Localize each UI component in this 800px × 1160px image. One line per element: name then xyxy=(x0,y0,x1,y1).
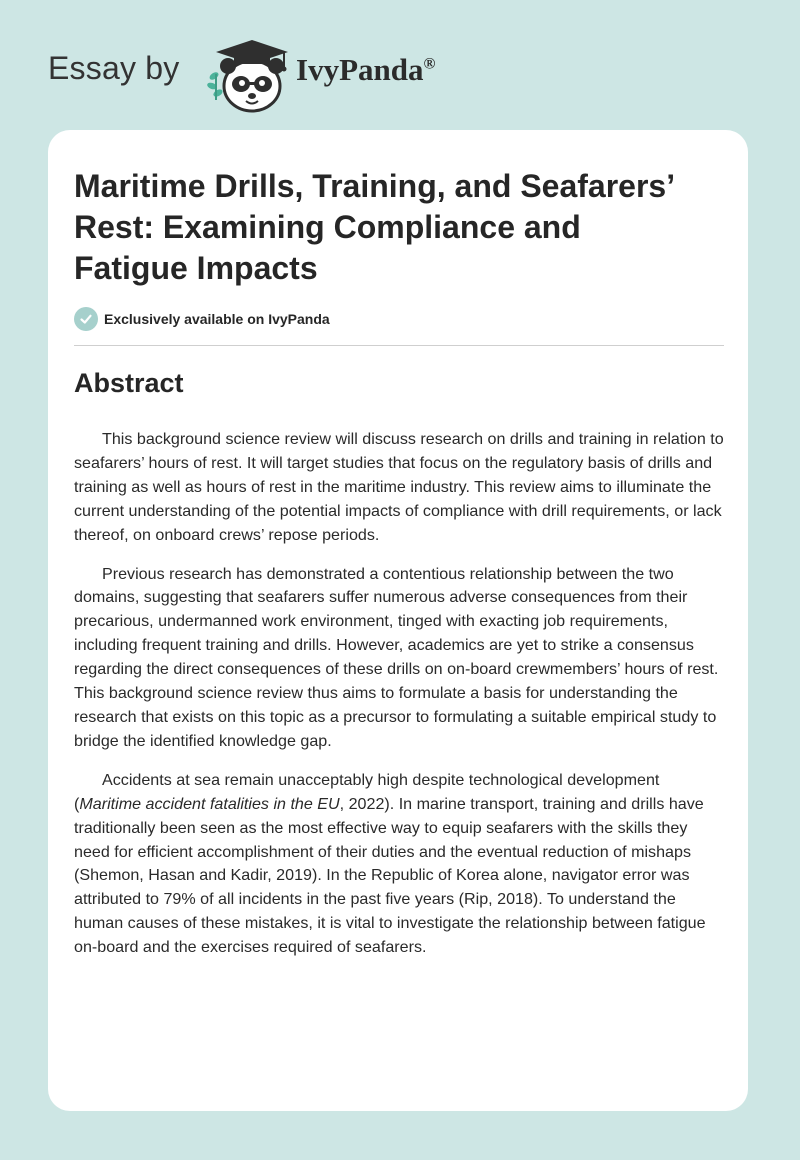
exclusive-badge xyxy=(74,306,330,332)
brand-name[interactable]: IvyPanda® xyxy=(296,52,436,87)
site-header xyxy=(48,36,748,116)
section-heading: Abstract xyxy=(74,368,184,398)
paragraph: This background science review will discuss research on drills and training in relation to seafarers’ hours of rest. It will target studies that focus on the regulatory basis of drills and training as well as hours of rest in the maritime industry. This review aims to illuminate the current understanding of the potential impacts of compliance with drill requirements, or lack thereof, on onboard crews’ repose periods. xyxy=(74,430,724,544)
essay-by-label: Essay by xyxy=(48,50,180,86)
panda-graduate-icon[interactable] xyxy=(204,36,294,116)
paragraph: Previous research has demonstrated a contentious relationship between the two domains, suggesting that seafarers suffer numerous adverse consequences from their precarious, undermanned work environment, tinged with exacting job requirements, including frequent training and drills. However, academics are yet to strike a consensus regarding the direct consequences of these drills on on-board crewmembers’ hours of rest. This background science review thus aims to formulate a basis for understanding the research that exists on this topic as a precursor to formulating a suitable empirical study to bridge the identified knowledge gap. xyxy=(74,564,719,750)
badge-text: Exclusively available on IvyPanda xyxy=(104,311,330,327)
divider xyxy=(74,345,724,346)
essay-body xyxy=(74,428,726,975)
citation-italic: Maritime accident fatalities in the EU xyxy=(79,794,340,813)
paragraph: Accidents at sea remain unacceptably high despite technological development (Maritime accident fatalities in the EU, 2022). In marine transport, training and drills have traditionally been seen as the most effective way to equip seafarers with the skills they need for efficient accomplishment of their duties and the eventual reduction of mishaps (Shemon, Hasan and Kadir, 2019). In the Republic of Korea alone, navigator error was attributed to 79% of all incidents in the past five years (Rip, 2018). To understand the human causes of these mistakes, it is vital to investigate the relationship between fatigue on-board and the exercises required of seafarers. xyxy=(74,770,706,957)
essay-title: Maritime Drills, Training, and Seafarers’ Rest: Examining Compliance and Fatigue Impacts xyxy=(74,168,674,286)
essay-card xyxy=(48,130,748,1111)
check-circle-icon xyxy=(74,307,98,331)
